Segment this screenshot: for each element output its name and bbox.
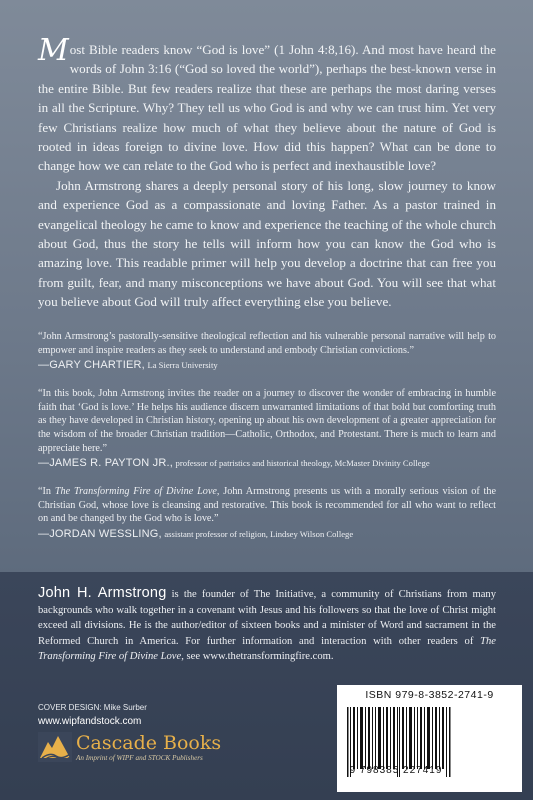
endorser-affiliation: professor of patristics and historical theology, McMaster Divinity College: [175, 458, 430, 469]
publisher-logo-text: [76, 732, 221, 762]
endorsement-text: [38, 485, 496, 526]
publisher-logo: [38, 732, 221, 762]
publisher-imprint: An Imprint of WIPF and STOCK Publishers: [76, 754, 203, 762]
bio-text-start: is the founder of The Initiative, a community of Christians from many backgrounds who walk together in a covenant with Jesus and his followers so that the love of Christ might exceed all divisions. He is the author/editor of sixteen books and a minister of Word and sacrament in the Reformed Church in America. For further information and interaction with other readers of: [38, 589, 496, 647]
endorsement: [38, 330, 496, 373]
isbn-barcode: [337, 685, 522, 792]
endorsement-attribution: [38, 527, 496, 542]
book-title: The Transforming Fire of Divine Love: [54, 486, 217, 498]
endorsement-text-end: , John Armstrong presents us with a morally serious vision of the Christian God, whose love is cleansing and restorative. This book is recommended for all who want to reflect on and be changed by the God who is love.”: [38, 486, 496, 525]
endorsement-text-start: “In: [38, 486, 55, 498]
endorser-name: —JORDAN WESSLING,: [38, 527, 162, 540]
author-panel: [0, 572, 533, 800]
endorsements: [38, 330, 496, 556]
author-name: John H. Armstrong: [38, 585, 167, 601]
blurb-paragraph-1: [38, 33, 496, 176]
endorsement-text: “John Armstrong’s pastorally-sensitive theological reflection and his vulnerable personal narrative will help to empower and inspire readers as they seek to understand and embody Christian convictions.”: [38, 331, 496, 356]
blurb: [38, 33, 496, 312]
publisher-name: Cascade Books: [76, 732, 222, 754]
cover-design-credit: COVER DESIGN: Mike Surber: [38, 703, 147, 712]
endorsement: [38, 485, 496, 542]
author-bio: [38, 586, 496, 665]
endorsement-attribution: [38, 456, 496, 471]
cascade-logo-icon: [38, 732, 72, 762]
barcode-number: 9 798385 227419: [349, 765, 443, 776]
drop-cap: M: [38, 33, 69, 68]
publisher-website: www.wipfandstock.com: [38, 716, 142, 727]
blurb-paragraph-2: John Armstrong shares a deeply personal story of his long, slow journey to know and experience God as a compassionate and loving Father. As a pastor trained in evangelical theology he came to know and experience the teaching of the whole church about God, thus the story he tells will inform how you can know the God who is amazing love. This readable primer will help you develop a doctrine that can free you from guilt, fear, and many misconceptions we have about God. You will see that what you believe about God will truly affect everything else you believe.: [38, 177, 496, 310]
bio-book-title: The Transforming Fire of Divine Love: [38, 635, 496, 663]
endorser-name: —GARY CHARTIER,: [38, 359, 145, 372]
endorsement-attribution: [38, 358, 496, 373]
endorser-name: —JAMES R. PAYTON JR.,: [38, 457, 173, 470]
endorsement-text: “In this book, John Armstrong invites the reader on a journey to discover the wonder of embracing in humble faith that ‘God is love.’ He helps his audience discern unwarranted limitations of that bold but comforting truth as they have developed in Christian history, opening up about his own development of a greater appreciation for the wisdom of the broader Christian tradition—Catholic, Orthodox, and Protestant. There is much to learn and appreciate here.”: [38, 388, 496, 454]
endorser-affiliation: La Sierra University: [147, 360, 218, 371]
endorsement: [38, 387, 496, 471]
isbn-label: ISBN 979-8-3852-2741-9: [365, 689, 494, 701]
blurb-paragraph-1-text: ost Bible readers know “God is love” (1 John 4:8,16). And most have heard the words of John 3:16 (“God so loved the world”), perhaps the best-known verse in the entire Bible. But few readers realize that these are perhaps the most daring verses in all the Scripture. Why? They tell us who God is and why we can trust him. Yet very few Christians realize how much of what they believe about the nature of God is rooted in ideas foreign to divine love. How did this happen? What can be done to change how we can relate to the God who is perfect and inexhaustible love?: [38, 42, 496, 174]
endorser-affiliation: assistant professor of religion, Lindsey Wilson College: [164, 528, 354, 539]
bio-text-end: , see www.thetransformingfire.com.: [181, 651, 334, 663]
